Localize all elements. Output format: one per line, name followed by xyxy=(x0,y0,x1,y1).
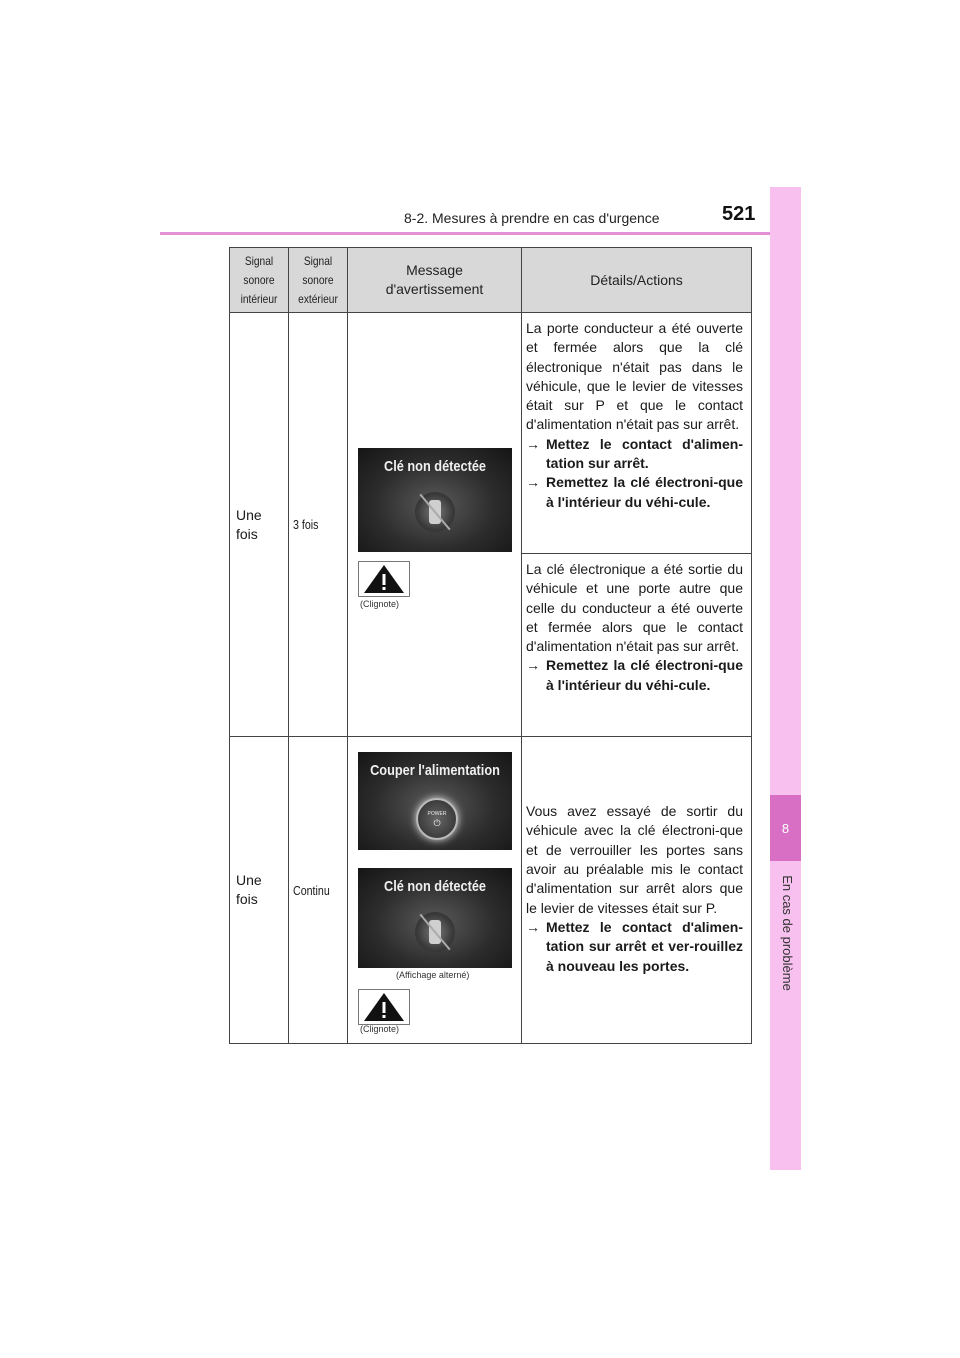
header-interior-signal: Signal sonore intérieur xyxy=(230,248,289,313)
table-row xyxy=(230,737,752,1044)
blink-caption: (Clignote) xyxy=(360,1024,400,1034)
blink-caption: (Clignote) xyxy=(360,599,400,609)
details-cell xyxy=(522,554,752,737)
warning-table xyxy=(229,247,752,1044)
power-button-icon: POWER ⏻ xyxy=(416,798,458,840)
header-details-actions: Détails/Actions xyxy=(522,248,752,313)
warning-triangle-icon xyxy=(358,989,410,1025)
action-item: → Mettez le contact d'alimen-tation sur arrêt. xyxy=(526,435,743,472)
action-item: → Mettez le contact d'alimen-tation sur arrêt et ver-rouillez à nouveau les portes. xyxy=(526,918,743,974)
exterior-signal-cell: Continu xyxy=(289,737,348,1044)
exterior-signal-cell: 3 fois xyxy=(289,313,348,737)
page-number: 521 xyxy=(722,203,756,225)
chapter-tab xyxy=(770,187,801,1170)
chapter-label: En cas de problème xyxy=(780,875,795,991)
warning-message-cell xyxy=(348,737,522,1044)
details-cell xyxy=(522,313,752,554)
arrow-icon: → xyxy=(526,435,540,452)
details-cell xyxy=(522,737,752,1044)
power-off-screen: Couper l'alimentation POWER ⏻ xyxy=(358,752,512,850)
warning-triangle-icon xyxy=(358,561,410,597)
header-rule xyxy=(160,232,801,235)
table-header-row xyxy=(230,248,752,313)
arrow-icon: → xyxy=(526,474,540,491)
header-exterior-signal: Signal sonore extérieur xyxy=(289,248,348,313)
arrow-icon: → xyxy=(526,918,540,935)
chapter-number: 8 xyxy=(781,821,790,836)
table-row xyxy=(230,313,752,554)
action-item: → Remettez la clé électroni-que à l'intérieur du véhi-cule. xyxy=(526,657,743,693)
key-not-detected-screen: Clé non détectée xyxy=(358,448,512,552)
section-title: 8-2. Mesures à prendre en cas d'urgence xyxy=(404,210,660,226)
arrow-icon: → xyxy=(526,657,540,674)
interior-signal-cell: Une fois xyxy=(230,313,289,737)
key-not-detected-screen: Clé non détectée xyxy=(358,868,512,968)
alternate-caption: (Affichage alterné) xyxy=(396,970,470,980)
detail-text: Vous avez essayé de sortir du véhicule avec la clé électroni-que et de verrouiller les portes sans avoir au préalable mis le contact d'alimentation sur arrêt alors que le levier de vitesses était sur P. xyxy=(526,803,743,916)
action-item: → Remettez la clé électroni-que à l'intérieur du véhi-cule. xyxy=(526,474,743,510)
detail-text: La clé électronique a été sortie du véhicule et une porte autre que celle du conducteur a été ouverte et fermée alors que le contact d'alimentation n'était pas sur arrêt. xyxy=(526,561,743,655)
detail-text: La porte conducteur a été ouverte et fermée alors que la clé électronique n'était pas dans le véhicule, que le levier de vitesses était sur P et que le contact d'alimentation n'était pas sur arrêt. xyxy=(526,320,743,433)
interior-signal-cell: Une fois xyxy=(230,737,289,1044)
warning-message-cell xyxy=(348,313,522,737)
header-warning-message: Message d'avertissement xyxy=(348,248,522,313)
